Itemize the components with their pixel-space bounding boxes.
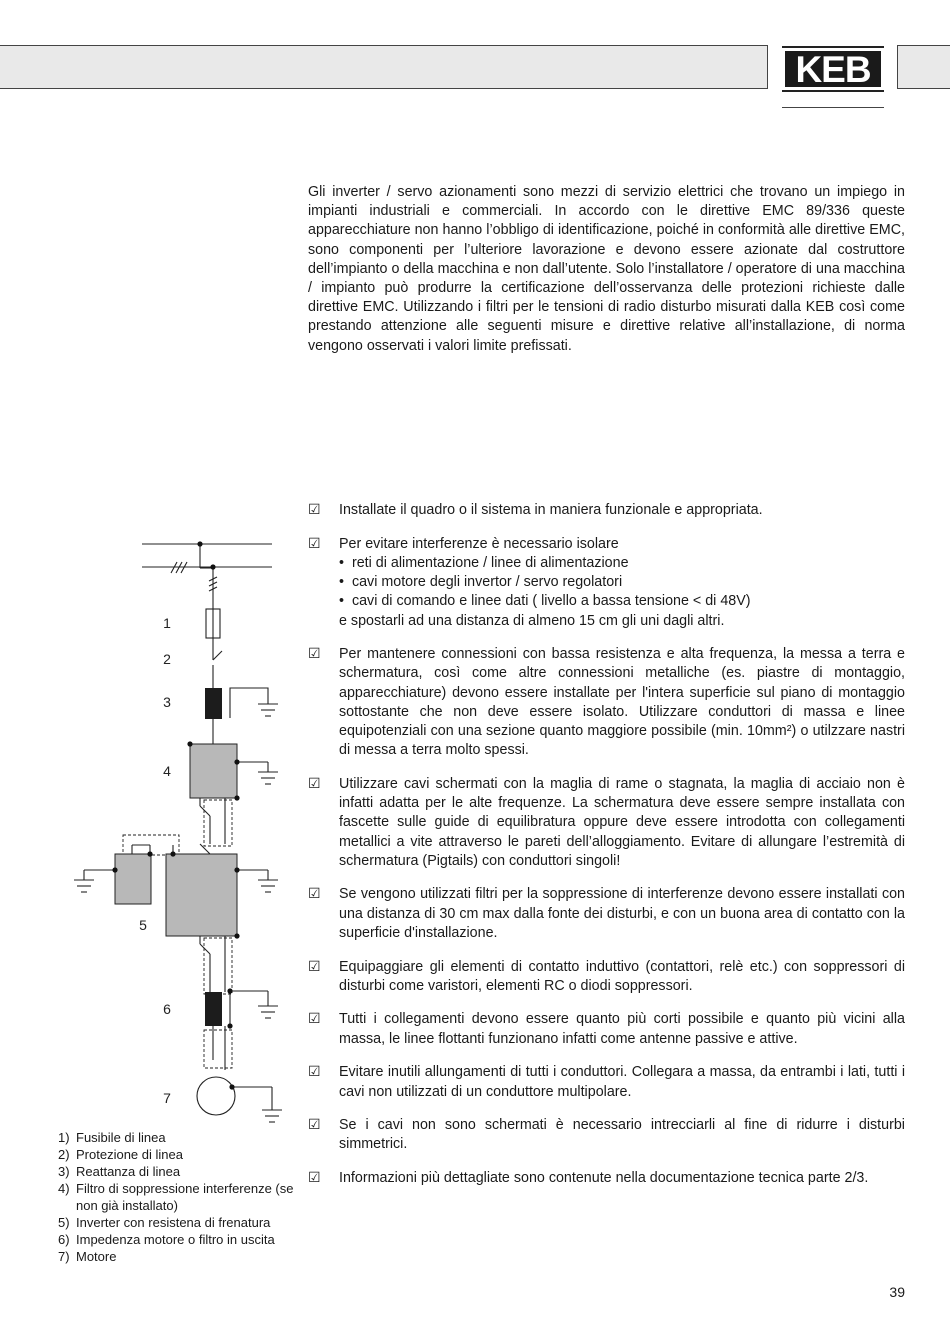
legend-text: Motore: [76, 1249, 117, 1264]
checklist-text-after: e spostarli ad una distanza di almeno 15 cm gli uni dagli altri.: [339, 612, 725, 629]
legend-text: Fusibile di linea: [76, 1130, 166, 1145]
intro-paragraph: Gli inverter / servo azionamenti sono mezzi di servizio elettrici che trovano un impiego in impianti industriali e commerciali. In accordo con le direttive EMC 89/336 queste apparecchiature non hanno l’obbligo di identificazione, poiché in conformità alle direttive EMC, sono componenti per l’ulteriore lavorazione e devono essere azionate dal costruttore dell’impianto o della macchina e non dall’utente. Solo l’installatore / operatore di una macchina / impianto può produrre la certificazione dell’osservanza delle protezioni richieste dalle direttive EMC. Utilizzando i filtri per le tensioni di radio disturbo misurati dalla KEB così come prestando attenzione alle seguenti misure e direttive relative all’installazione, di norma vengono osservati i valori limite prefissati.: [308, 184, 905, 354]
keb-logo: [782, 46, 884, 92]
diagram-label-5: 5: [139, 917, 147, 933]
checklist-item: [308, 1169, 905, 1188]
checklist-text: Installate il quadro o il sistema in maniera funzionale e appropriata.: [339, 502, 763, 518]
header-bar-right: [897, 45, 950, 89]
bullet-item: • cavi motore degli invertor / servo regolatori: [339, 573, 905, 592]
checkbox-icon: ☑: [308, 1064, 321, 1081]
legend-item: [58, 1231, 308, 1248]
legend-number: 4): [58, 1181, 70, 1196]
checklist-text: Per mantenere connessioni con bassa resistenza e alta frequenza, la messa a terra e schermatura, così come altre connessioni metalliche (es. piastre di montaggio, apparecchiature) devono essere installate per l'intera superficie sul piano di montaggio sottostante che non deve essere isolato. Utilizzare conduttori di massa e linee equipotenziali con una sezione quanto maggiore possibile (min. 10mm²) o utilzzare nastri di messa a terra molto spessi.: [339, 646, 905, 759]
checkbox-icon: ☑: [308, 1011, 321, 1028]
checkbox-icon: ☑: [308, 886, 321, 903]
legend-number: 5): [58, 1215, 70, 1230]
legend-number: 7): [58, 1249, 70, 1264]
legend-text: Impedenza motore o filtro in uscita: [76, 1232, 275, 1247]
checklist-text: Per evitare interferenze è necessario isolare: [339, 535, 619, 552]
checklist-item: [308, 535, 905, 631]
checklist-text: Informazioni più dettagliate sono contenute nella documentazione tecnica parte 2/3.: [339, 1170, 869, 1187]
checklist-text: Equipaggiare gli elementi di contatto induttivo (contattori, relè etc.) con soppressori di disturbi come varistori, elementi RC o diodi soppressori.: [339, 958, 905, 994]
legend-item: [58, 1248, 308, 1265]
checklist-text: Utilizzare cavi schermati con la maglia di rame o stagnata, la maglia di acciaio non è infatti adatta per le alte frequenze. La schermatura deve essere sempre installata con fascette sulle guide di equilibratura oppure deve essere introdotta con collegamenti metallici a vite attraverso le pareti dell’alloggiamento. Evitare di allungare l’estremità di schermatura (Pigtails) con conduttori singoli!: [339, 775, 905, 869]
diagram-label-7: 7: [163, 1090, 171, 1106]
legend-number: 2): [58, 1147, 70, 1162]
checkbox-icon: ☑: [308, 775, 321, 792]
checklist-item: [308, 958, 905, 996]
legend-item: [58, 1146, 308, 1163]
diagram-label-3: 3: [163, 694, 171, 710]
checklist: [308, 501, 905, 1203]
cable-shield-4: [204, 1030, 232, 1068]
cable-shield-3: [204, 938, 232, 994]
line-reactor-block: [205, 688, 222, 719]
legend-text: Protezione di linea: [76, 1147, 183, 1162]
checklist-item: [308, 885, 905, 943]
checklist-text: Se i cavi non sono schermati è necessario intrecciarli al fine di ridurre i disturbi simmetrici.: [339, 1117, 905, 1153]
legend-item: [58, 1163, 308, 1180]
legend-number: 3): [58, 1164, 70, 1179]
checklist-item: [308, 501, 905, 520]
line-switch-symbol: [213, 651, 222, 660]
legend-item: [58, 1214, 308, 1231]
logo-rule: [782, 107, 884, 108]
page-number: 39: [889, 1284, 905, 1300]
cable-shield-1: [204, 800, 232, 846]
checklist-item: [308, 1116, 905, 1154]
diagram-label-4: 4: [163, 763, 171, 779]
checklist-bullets: [339, 554, 905, 612]
logo-text: KEB: [795, 49, 871, 90]
legend-text: Inverter con resistena di frenatura: [76, 1215, 271, 1230]
checkbox-icon: ☑: [308, 646, 321, 663]
keb-logo-mark: [782, 48, 884, 90]
diagram-label-6: 6: [163, 1001, 171, 1017]
motor-impedance-block: [205, 992, 222, 1026]
checklist-text: Se vengono utilizzati filtri per la soppressione di interferenze devono essere installati con una distanza di 30 cm max dalla fonte dei disturbi, e con un buona area di contatto con la superficie d'installazione.: [339, 886, 905, 941]
motor-symbol: [197, 1077, 235, 1115]
legend-text: Reattanza di linea: [76, 1164, 181, 1179]
inverter-block: [166, 854, 237, 936]
checklist-text: Evitare inutili allungamenti di tutti i conduttori. Collegara a massa, da entrambi i lati, tutti i cavi non utilizzati di un conduttore multipolare.: [339, 1064, 905, 1100]
checklist-item: [308, 775, 905, 871]
diagram-label-2: 2: [163, 651, 171, 667]
checkbox-icon: ☑: [308, 958, 321, 975]
diagram-label-1: 1: [163, 615, 171, 631]
emc-filter-block: [190, 744, 237, 798]
legend-text: Filtro di soppressione interferenze (se non già installato): [76, 1181, 294, 1213]
header-bar: [0, 45, 768, 89]
checkbox-icon: ☑: [308, 1170, 321, 1187]
bullet-item: • cavi di comando e linee dati ( livello a bassa tensione < di 48V): [339, 592, 905, 611]
checklist-item: [308, 1010, 905, 1048]
checklist-item: [308, 1063, 905, 1101]
wiring-diagram: [60, 530, 300, 1130]
checklist-text: Tutti i collegamenti devono essere quanto più corti possibile e quanto più vicini alla massa, le linee flottanti funzionano infatti come antenne passive e attive.: [339, 1011, 905, 1047]
legend-number: 6): [58, 1232, 70, 1247]
diagram-legend: [58, 1129, 308, 1265]
bullet-item: • reti di alimentazione / linee di alimentazione: [339, 554, 905, 573]
checkbox-icon: ☑: [308, 535, 321, 552]
legend-item: [58, 1180, 308, 1214]
brake-resistor-block: [115, 854, 151, 904]
legend-number: 1): [58, 1130, 70, 1145]
checkbox-icon: ☑: [308, 502, 321, 518]
checklist-item: [308, 645, 905, 760]
legend-item: [58, 1129, 308, 1146]
checkbox-icon: ☑: [308, 1117, 321, 1134]
